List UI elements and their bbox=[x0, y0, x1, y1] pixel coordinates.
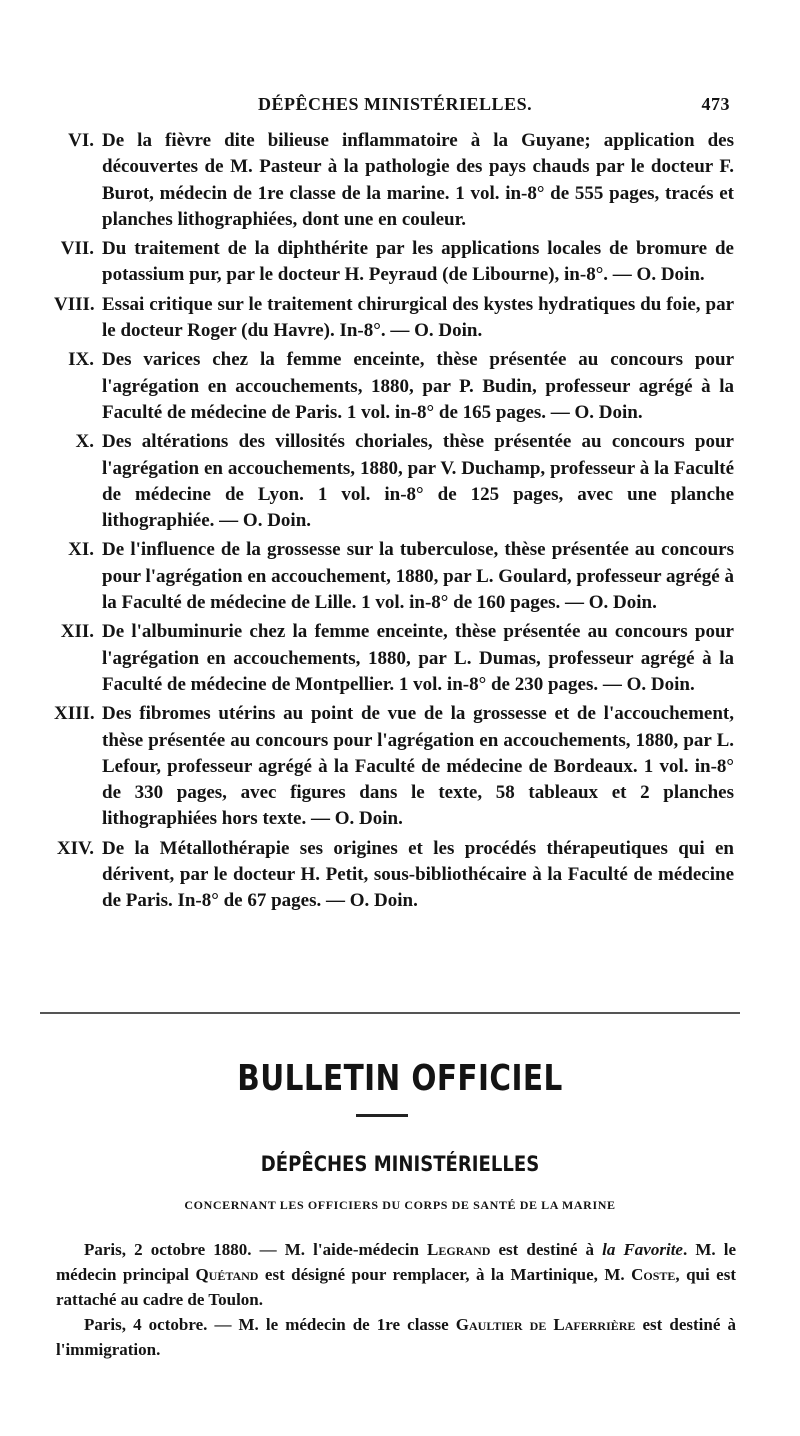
page-number: 473 bbox=[701, 94, 730, 114]
entry-text: est désigné pour remplacer, à la Martinique, M. bbox=[258, 1265, 632, 1284]
section-title: DÉPÊCHES MINISTÉRIELLES bbox=[260, 1152, 540, 1176]
entry-text: . M. le médecin principal bbox=[56, 1240, 736, 1284]
person-name: Legrand bbox=[427, 1240, 491, 1259]
reference-item bbox=[54, 128, 734, 233]
reference-number: VIII. bbox=[54, 293, 95, 315]
reference-list bbox=[54, 128, 734, 918]
reference-item bbox=[54, 537, 734, 616]
reference-text: Des varices chez la femme enceinte, thèse présentée au concours pour l'agrégation en accouchements, 1880, par P. Budin, professeur agrégé à la Faculté de médecine de Paris. 1 vol. in-8° de 165 pages. — O. Doin. bbox=[102, 349, 734, 423]
reference-item bbox=[54, 292, 734, 345]
entry-text: , qui est rattaché au cadre de Toulon. bbox=[56, 1265, 736, 1309]
reference-number: XIII. bbox=[54, 703, 95, 725]
person-name: Gaultier de Laferrière bbox=[455, 1315, 636, 1334]
running-head-title: DÉPÊCHES MINISTÉRIELLES. bbox=[258, 94, 533, 114]
reference-item bbox=[54, 836, 734, 915]
bulletin-title: BULLETIN OFFICIEL bbox=[237, 1058, 563, 1099]
reference-number: VI. bbox=[68, 130, 94, 151]
reference-item bbox=[54, 236, 734, 289]
entry-text: est destiné à bbox=[490, 1240, 603, 1259]
reference-text: Du traitement de la diphthérite par les applications locales de bromure de potassium pur, par le docteur H. Peyraud (de Libourne), in-8°. — O. Doin. bbox=[102, 238, 734, 286]
reference-number: VII. bbox=[60, 238, 94, 260]
entry-text: est destiné à l'immigration. bbox=[56, 1315, 736, 1359]
reference-number: X. bbox=[75, 431, 94, 453]
reference-text: Des altérations des villosités choriales, thèse présentée au concours pour l'agrégation en accouchements, 1880, par V. Duchamp, professeur à la Faculté de médecine de Lyon. 1 vol. in-8° de 125 pages, avec une planche lithographiée. — O. Doin. bbox=[102, 431, 734, 532]
person-name: Quétand bbox=[195, 1265, 259, 1284]
bulletin-entry bbox=[56, 1237, 736, 1312]
person-name: Coste bbox=[631, 1265, 676, 1284]
reference-item bbox=[54, 701, 734, 832]
reference-text: Essai critique sur le traitement chirurgical des kystes hydratiques du foie, par le docteur Roger (du Havre). In-8°. — O. Doin. bbox=[102, 293, 734, 342]
reference-text: De la fièvre dite bilieuse inflammatoire à la Guyane; application des découvertes de M. Pasteur à la pathologie des pays chauds par le docteur F. Burot, médecin de 1re classe de la marine. 1 vol. in-8° de 555 pages, tracés et planches lithographiées, dont une en couleur. bbox=[102, 130, 734, 230]
section-subtitle: CONCERNANT LES OFFICIERS DU CORPS DE SANTÉ DE LA MARINE bbox=[184, 1198, 616, 1212]
reference-text: De l'albuminurie chez la femme enceinte, thèse présentée au concours pour l'agrégation en accouchements, 1880, par L. Dumas, professeur agrégé à la Faculté de médecine de Montpellier. 1 vol. in-8° de 230 pages. — O. Doin. bbox=[102, 621, 734, 695]
entry-text: Paris, 2 octobre 1880. — M. l'aide-médecin bbox=[84, 1240, 428, 1259]
reference-text: Des fibromes utérins au point de vue de la grossesse et de l'accouchement, thèse présentée au concours pour l'agrégation en accouchements, 1880, par L. Lefour, professeur agrégé à la Faculté de médecine de Bordeaux. 1 vol. in-8° de 330 pages, avec figures dans le texte, 58 tableaux et 2 planches lithographiées hors texte. — O. Doin. bbox=[102, 703, 734, 830]
section-divider bbox=[40, 1012, 740, 1014]
reference-text: De la Métallothérapie ses origines et les procédés thérapeutiques qui en dérivent, par le docteur H. Petit, sous-bibliothécaire à la Faculté de médecine de Paris. In-8° de 67 pages. — O. Doin. bbox=[102, 837, 734, 912]
title-rule bbox=[356, 1114, 408, 1117]
reference-number: XIV. bbox=[56, 837, 94, 859]
entry-text: Paris, 4 octobre. — M. le médecin de 1re classe bbox=[84, 1315, 456, 1334]
reference-number: IX. bbox=[68, 349, 94, 371]
reference-item bbox=[54, 347, 734, 426]
reference-item bbox=[54, 619, 734, 698]
bulletin-body bbox=[56, 1237, 736, 1362]
bulletin-entry bbox=[56, 1312, 736, 1362]
reference-number: XI. bbox=[68, 539, 94, 561]
reference-number: XII. bbox=[60, 621, 94, 643]
ship-name: la Favorite bbox=[602, 1240, 683, 1259]
reference-item bbox=[54, 429, 734, 534]
reference-text: De l'influence de la grossesse sur la tuberculose, thèse présentée au concours pour l'agrégation en accouchement, 1880, par L. Goulard, professeur agrégé à la Faculté de médecine de Lille. 1 vol. in-8° de 160 pages. — O. Doin. bbox=[102, 539, 734, 614]
